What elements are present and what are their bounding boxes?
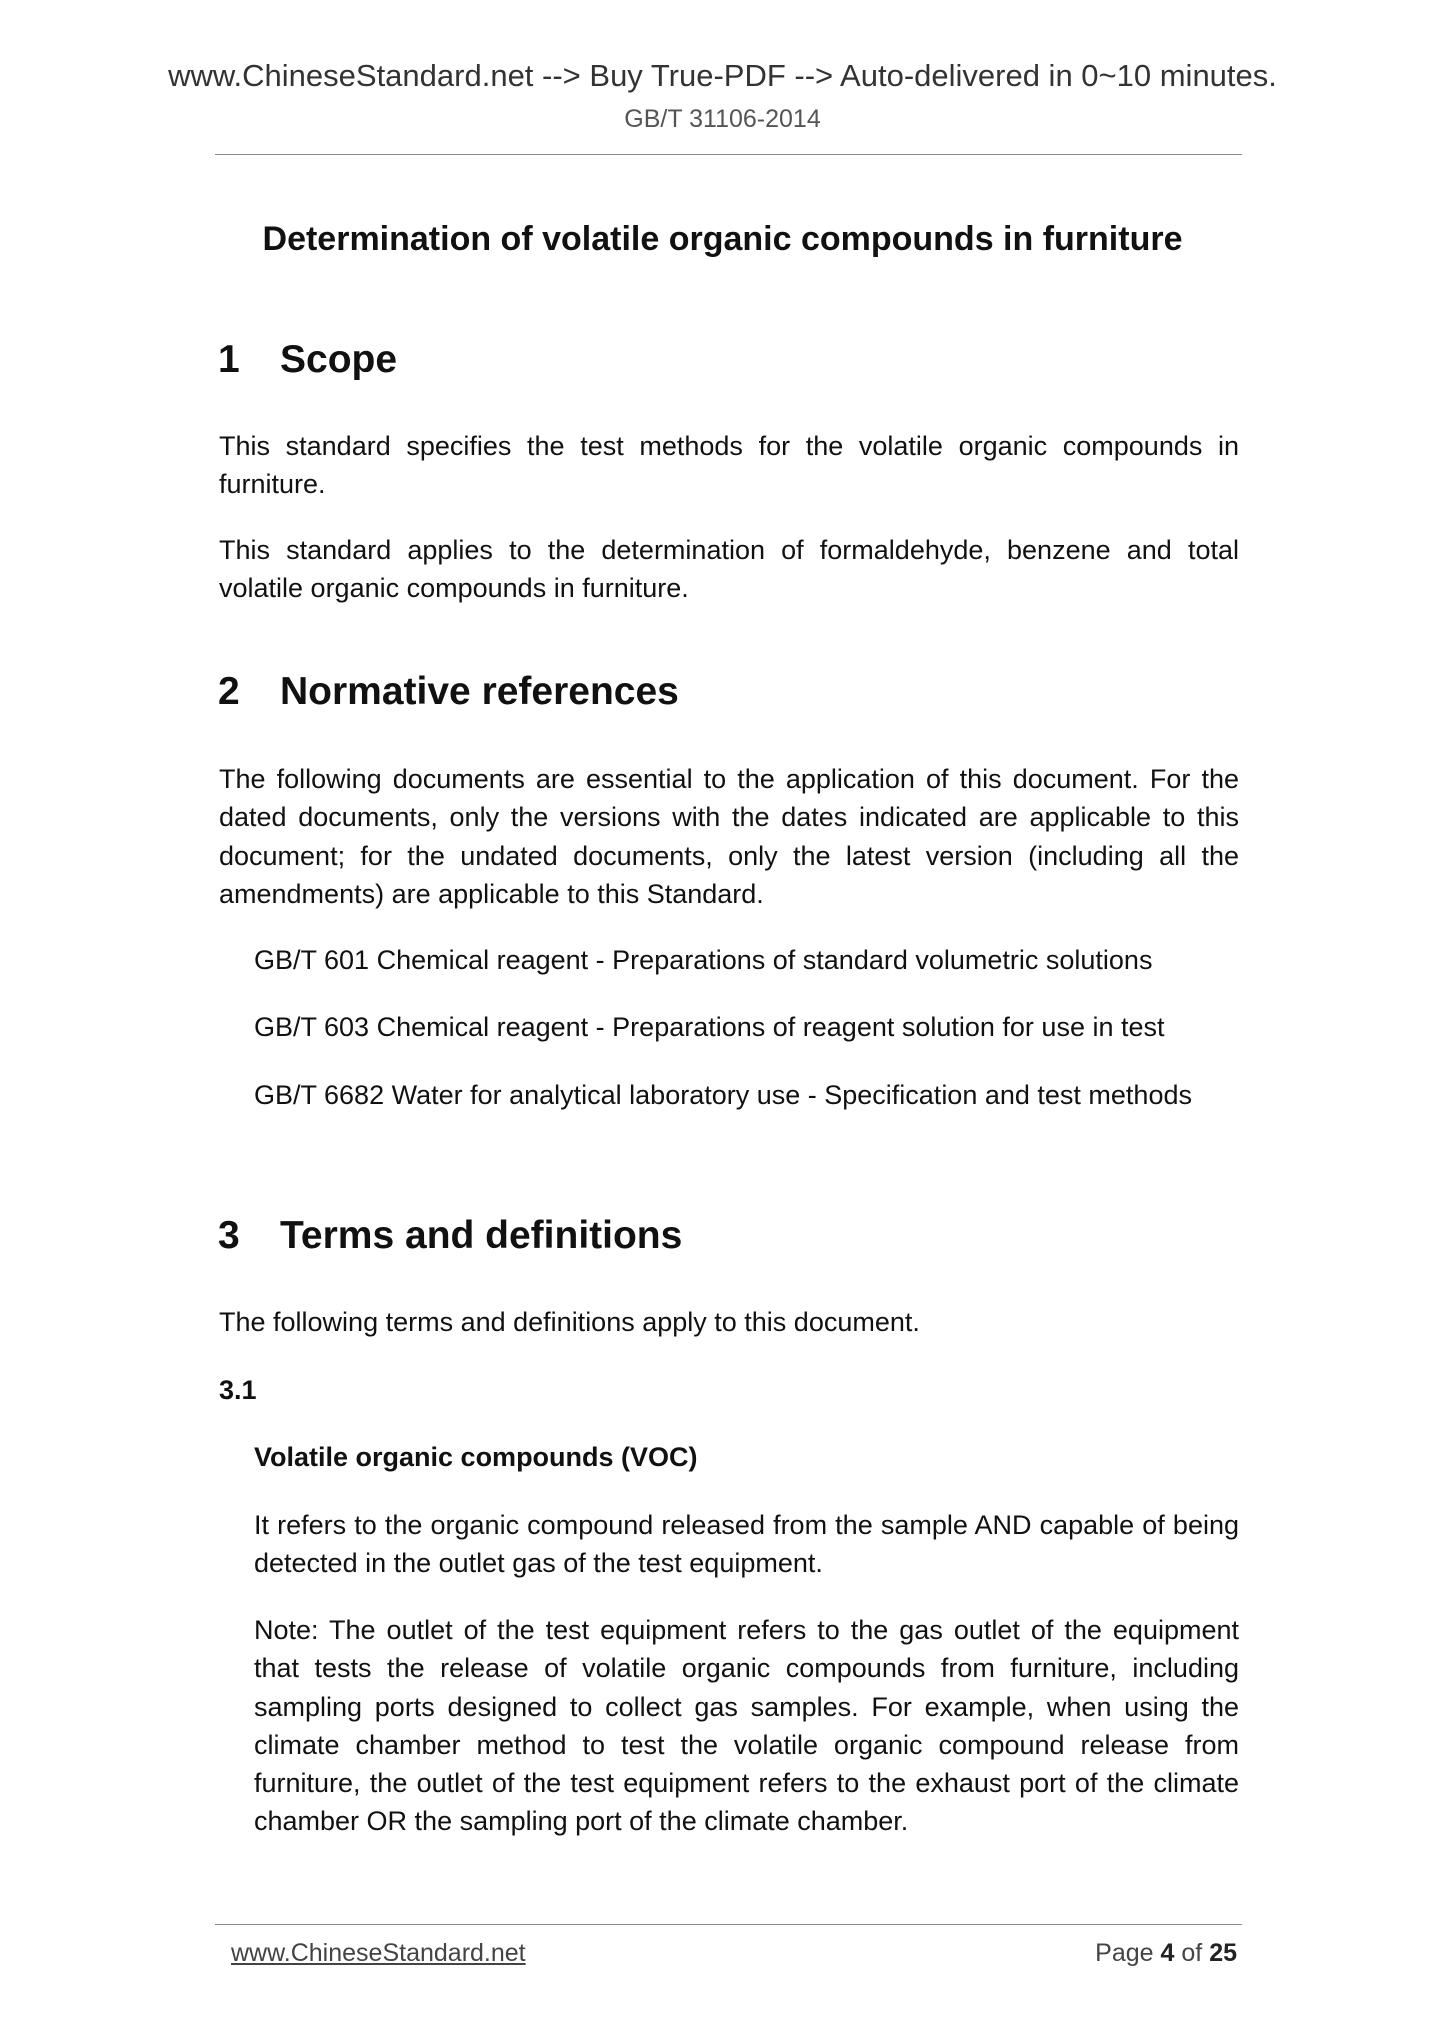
scope-paragraph-2: This standard applies to the determination of formaldehyde, benzene and total volatile organic compounds in furniture.: [219, 535, 1239, 604]
standard-code: GB/T 31106-2014: [624, 105, 821, 133]
section-title: Terms and definitions: [280, 1214, 683, 1257]
header-divider: [215, 154, 1242, 155]
normative-intro: The following documents are essential to the application of this document. For the dated documents, only the versions with the dates indicated are applicable to this document; for the undated documents, only the latest version (including all the amendments) are applicable to this Standard.: [219, 764, 1239, 909]
page-total: 25: [1209, 1939, 1237, 1967]
reference-item: GB/T 601 Chemical reagent - Preparations of standard volumetric solutions: [254, 945, 1153, 975]
terms-intro: The following terms and definitions apply to this document.: [219, 1307, 920, 1337]
document-title: Determination of volatile organic compounds in furniture: [262, 220, 1183, 258]
scope-paragraph-1: This standard specifies the test methods for the volatile organic compounds in furniture.: [219, 431, 1239, 500]
section-title: Normative references: [280, 670, 679, 713]
term-definition: It refers to the organic compound released from the sample AND capable of being detected in the outlet gas of the test equipment.: [254, 1510, 1239, 1579]
section-heading-scope: [218, 337, 397, 383]
section-heading-terms: [218, 1213, 682, 1259]
header-banner: www.ChineseStandard.net --> Buy True-PDF --> Auto-delivered in 0~10 minutes.: [168, 58, 1277, 93]
clause-number: 3.1: [219, 1375, 257, 1405]
section-title: Scope: [280, 338, 398, 381]
page-indicator: [1095, 1938, 1237, 1968]
section-number: 2: [218, 670, 240, 713]
reference-item: GB/T 6682 Water for analytical laboratory use - Specification and test methods: [254, 1080, 1192, 1110]
section-heading-normative-references: [218, 669, 679, 715]
footer-divider: [215, 1924, 1242, 1925]
section-number: 1: [218, 338, 240, 381]
page-prefix: Page: [1095, 1939, 1154, 1967]
term-name: Volatile organic compounds (VOC): [254, 1442, 698, 1472]
footer-website-link[interactable]: www.ChineseStandard.net: [231, 1939, 526, 1967]
page-of: of: [1181, 1939, 1203, 1967]
page-current: 4: [1160, 1939, 1175, 1967]
term-note: Note: The outlet of the test equipment refers to the gas outlet of the equipment that tests the release of volatile organic compounds from furniture, including sampling ports designed to collect gas samples. For example, when using the climate chamber method to test the volatile organic compound release from furniture, the outlet of the test equipment refers to the exhaust port of the climate chamber OR the sampling port of the climate chamber.: [254, 1615, 1239, 1837]
reference-item: GB/T 603 Chemical reagent - Preparations of reagent solution for use in test: [254, 1012, 1165, 1042]
section-number: 3: [218, 1214, 240, 1257]
